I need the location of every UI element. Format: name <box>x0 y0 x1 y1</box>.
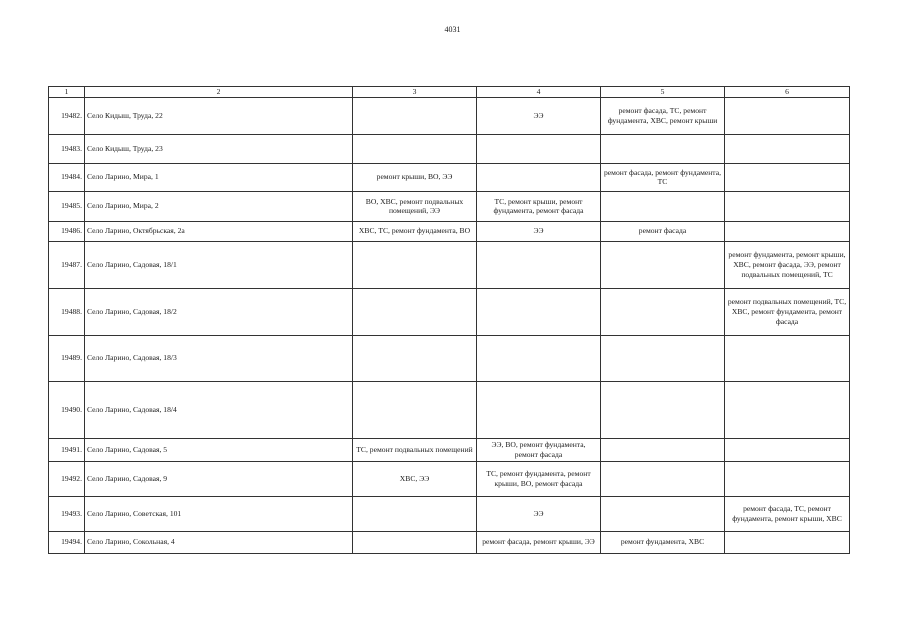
row-col4 <box>477 241 601 288</box>
row-col4: ЭЭ <box>477 221 601 241</box>
row-address: Село Ларино, Садовая, 18/3 <box>85 335 353 381</box>
row-col3: ТС, ремонт подвальных помещений <box>353 438 477 461</box>
row-col5 <box>601 191 725 221</box>
row-col4 <box>477 335 601 381</box>
row-col6 <box>725 191 850 221</box>
row-address: Село Ларино, Садовая, 18/2 <box>85 288 353 335</box>
row-number: 19487. <box>49 241 85 288</box>
row-col5 <box>601 496 725 531</box>
row-col3 <box>353 496 477 531</box>
row-col3 <box>353 381 477 438</box>
row-address: Село Ларино, Мира, 2 <box>85 191 353 221</box>
row-number: 19491. <box>49 438 85 461</box>
row-number: 19488. <box>49 288 85 335</box>
row-col4: ТС, ремонт крыши, ремонт фундамента, ремонт фасада <box>477 191 601 221</box>
row-col4 <box>477 381 601 438</box>
header-row <box>49 87 850 98</box>
row-col3 <box>353 97 477 134</box>
row-number: 19493. <box>49 496 85 531</box>
table-row <box>49 241 850 288</box>
row-col4: ремонт фасада, ремонт крыши, ЭЭ <box>477 531 601 553</box>
row-col6 <box>725 163 850 191</box>
page-number: 4031 <box>444 25 461 34</box>
row-address: Село Кидыш, Труда, 22 <box>85 97 353 134</box>
row-col5 <box>601 461 725 496</box>
row-address: Село Ларино, Садовая, 18/4 <box>85 381 353 438</box>
row-number: 19485. <box>49 191 85 221</box>
table-row <box>49 496 850 531</box>
row-col5: ремонт фасада, ТС, ремонт фундамента, ХВС, ремонт крыши <box>601 97 725 134</box>
row-col3: ХВС, ТС, ремонт фундамента, ВО <box>353 221 477 241</box>
row-col6 <box>725 221 850 241</box>
row-col6 <box>725 438 850 461</box>
row-col6 <box>725 531 850 553</box>
row-col3 <box>353 531 477 553</box>
table-row <box>49 438 850 461</box>
table-row <box>49 221 850 241</box>
row-address: Село Ларино, Советская, 101 <box>85 496 353 531</box>
row-address: Село Ларино, Садовая, 18/1 <box>85 241 353 288</box>
row-col5 <box>601 438 725 461</box>
row-number: 19483. <box>49 134 85 163</box>
table-row <box>49 134 850 163</box>
row-col3: ВО, ХВС, ремонт подвальных помещений, ЭЭ <box>353 191 477 221</box>
row-address: Село Ларино, Садовая, 5 <box>85 438 353 461</box>
registry-table <box>48 86 850 554</box>
row-col5 <box>601 241 725 288</box>
row-address: Село Ларино, Садовая, 9 <box>85 461 353 496</box>
table-row <box>49 191 850 221</box>
row-address: Село Ларино, Мира, 1 <box>85 163 353 191</box>
row-col3 <box>353 335 477 381</box>
row-col4: ЭЭ <box>477 496 601 531</box>
row-col3: ремонт крыши, ВО, ЭЭ <box>353 163 477 191</box>
row-address: Село Ларино, Октябрьская, 2а <box>85 221 353 241</box>
row-col6: ремонт фасада, ТС, ремонт фундамента, ремонт крыши, ХВС <box>725 496 850 531</box>
table-row <box>49 97 850 134</box>
row-col6: ремонт фундамента, ремонт крыши, ХВС, ремонт фасада, ЭЭ, ремонт подвальных помещений, ТС <box>725 241 850 288</box>
table-row <box>49 381 850 438</box>
table-row <box>49 163 850 191</box>
row-col6 <box>725 461 850 496</box>
column-header-5: 5 <box>601 87 725 98</box>
row-col3 <box>353 288 477 335</box>
row-col4 <box>477 163 601 191</box>
row-col5 <box>601 288 725 335</box>
row-col6 <box>725 134 850 163</box>
row-number: 19494. <box>49 531 85 553</box>
row-col6 <box>725 335 850 381</box>
row-col3 <box>353 134 477 163</box>
column-header-1: 1 <box>49 87 85 98</box>
row-col5 <box>601 134 725 163</box>
column-header-2: 2 <box>85 87 353 98</box>
row-number: 19489. <box>49 335 85 381</box>
row-col4 <box>477 288 601 335</box>
row-col4: ЭЭ, ВО, ремонт фундамента, ремонт фасада <box>477 438 601 461</box>
table-row <box>49 461 850 496</box>
row-number: 19482. <box>49 97 85 134</box>
column-header-6: 6 <box>725 87 850 98</box>
row-col5 <box>601 381 725 438</box>
column-header-3: 3 <box>353 87 477 98</box>
row-col4: ТС, ремонт фундамента, ремонт крыши, ВО, ремонт фасада <box>477 461 601 496</box>
row-col3 <box>353 241 477 288</box>
row-col5 <box>601 335 725 381</box>
table-row <box>49 531 850 553</box>
row-col5: ремонт фасада <box>601 221 725 241</box>
row-col5: ремонт фасада, ремонт фундамента, ТС <box>601 163 725 191</box>
row-number: 19490. <box>49 381 85 438</box>
table-row <box>49 288 850 335</box>
row-number: 19484. <box>49 163 85 191</box>
row-address: Село Ларино, Сокольная, 4 <box>85 531 353 553</box>
row-col4 <box>477 134 601 163</box>
row-col6: ремонт подвальных помещений, ТС, ХВС, ремонт фундамента, ремонт фасада <box>725 288 850 335</box>
row-col6 <box>725 97 850 134</box>
row-col5: ремонт фундамента, ХВС <box>601 531 725 553</box>
table-row <box>49 335 850 381</box>
row-col6 <box>725 381 850 438</box>
column-header-4: 4 <box>477 87 601 98</box>
row-col4: ЭЭ <box>477 97 601 134</box>
row-number: 19486. <box>49 221 85 241</box>
row-address: Село Кидыш, Труда, 23 <box>85 134 353 163</box>
row-col3: ХВС, ЭЭ <box>353 461 477 496</box>
row-number: 19492. <box>49 461 85 496</box>
